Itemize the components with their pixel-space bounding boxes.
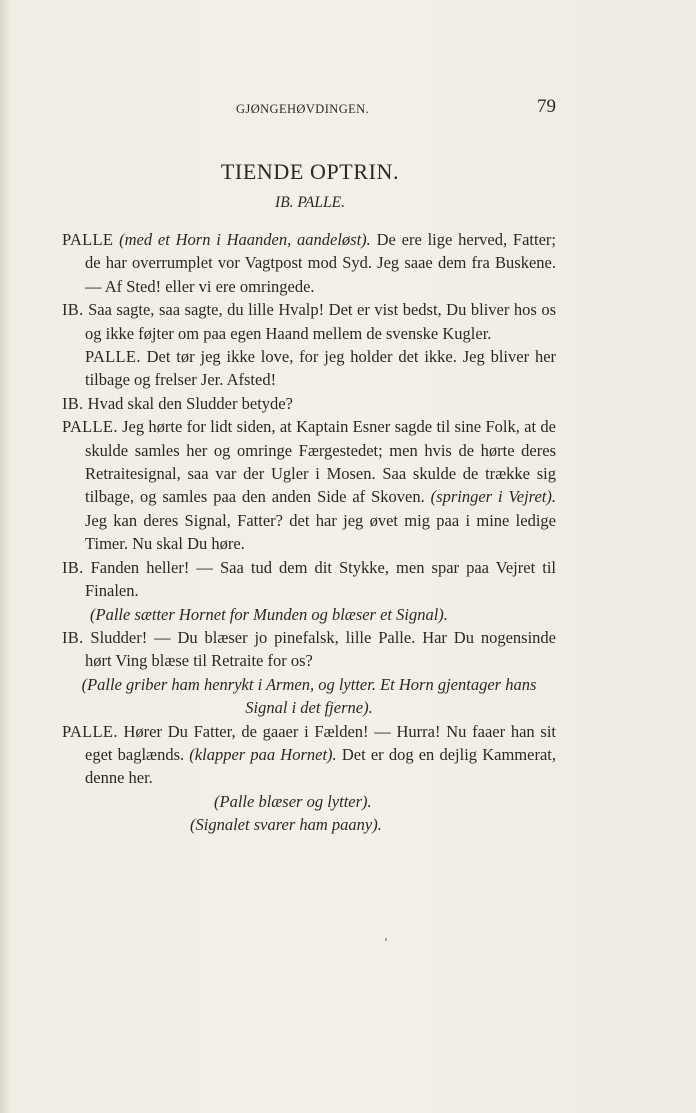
speech-palle-2 (62, 345, 556, 392)
speech-text: De ere lige herved, Fatter; de har overrumplet vor Vagtpost mod Syd. Jeg saae dem fra Buskene. — Af Sted! eller vi ere omringede. (85, 230, 556, 296)
speaker-name: PALLE. (62, 417, 118, 437)
speech-palle-4 (62, 720, 556, 790)
speaker-name: IB. (62, 393, 84, 413)
page-number: 79 (537, 96, 556, 117)
play-text (62, 228, 556, 837)
stage-direction-1: (Palle sætter Hornet for Munden og blæser et Signal). (90, 604, 448, 624)
speech-text: Det er dog en dejlig Kammerat, denne her. (85, 744, 556, 788)
speech-text: Jeg kan deres Signal, Fatter? det har jeg øvet mig paa i mine ledige Timer. Nu skal Du høre. (85, 510, 556, 554)
running-head: GJØNGEHØVDINGEN. (236, 102, 370, 116)
scene-title: TIENDE OPTRIN. (220, 159, 400, 184)
speech-palle-3 (62, 415, 556, 555)
speaker-name: IB. (62, 300, 84, 320)
stage-direction-4: (Signalet svarer ham paany). (190, 815, 382, 835)
speaker-name: PALLE. (85, 347, 141, 367)
speech-text: Hvad skal den Sludder betyde? (87, 393, 293, 413)
stage-direction: (springer i Vejret). (430, 487, 557, 507)
speech-palle-1 (62, 228, 556, 298)
speech-text: Det tør jeg ikke love, for jeg holder det ikke. Jeg bliver her tilbage og frelser Jer. Afsted! (85, 347, 557, 390)
speaker-name: IB. (62, 627, 84, 647)
speech-text: Fanden heller! — Saa tud dem dit Stykke, men spar paa Vejret til Finalen. (85, 557, 556, 601)
stage-direction-2: (Palle griber ham henrykt i Armen, og lytter. Et Horn gjentager hans Signal i det fjerne). (81, 674, 537, 718)
speech-text: Jeg hørte for lidt siden, at Kaptain Esner sagde til sine Folk, at de skulde samles her og omringe Færgestedet; men hvis de hørte deres Retraitesignal, saa var der Ugler i Mosen. Saa skulde de trække sig tilbage, og samles paa den anden Side af Skoven. (85, 417, 556, 507)
speaker-name: PALLE (62, 230, 114, 249)
speech-text: Hører Du Fatter, de gaaer i Fælden! — Hurra! Nu faaer han sit eget baglænds. (85, 721, 556, 764)
scene-cast: IB. PALLE. (275, 194, 345, 211)
paper-speck (385, 938, 387, 941)
stage-direction-3: (Palle blæser og lytter). (214, 791, 372, 811)
speech-ib-3 (62, 556, 556, 603)
speaker-name: PALLE. (62, 721, 118, 741)
speech-text: Saa sagte, saa sagte, du lille Hvalp! Det er vist bedst, Du bliver hos os og ikke føjter om paa egen Haand mellem de svenske Kugler. (85, 300, 557, 343)
speaker-name: IB. (62, 557, 84, 577)
page-header (236, 96, 556, 120)
speech-ib-2 (62, 392, 556, 415)
speech-ib-4 (62, 626, 556, 673)
stage-direction: (med et Horn i Haanden, aandeløst). (119, 230, 371, 249)
stage-direction: (klapper paa Hornet). (189, 744, 337, 764)
speech-text: Sludder! — Du blæser jo pinefalsk, lille Palle. Har Du nogensinde hørt Ving blæse til Retraite for os? (85, 627, 556, 671)
speech-ib-1 (62, 298, 556, 345)
